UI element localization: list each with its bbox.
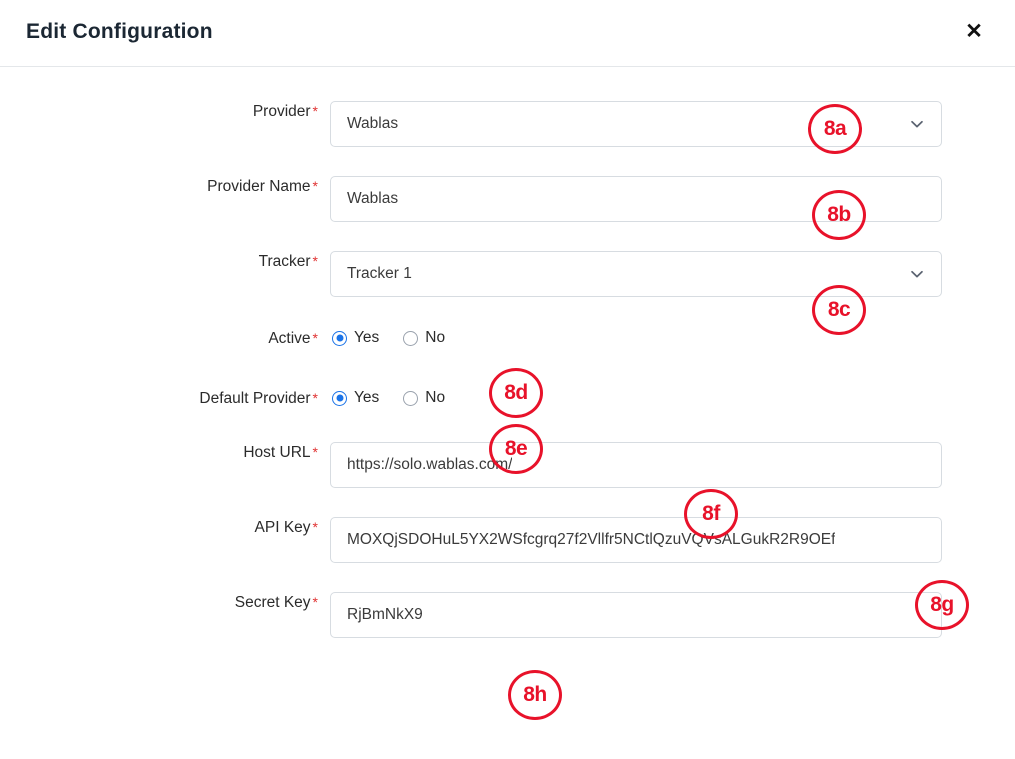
- radio-unselected-icon: [403, 391, 418, 406]
- label-active: Active *: [268, 330, 318, 347]
- default-provider-radio-no[interactable]: [403, 389, 445, 407]
- provider-name-value: Wablas: [347, 190, 399, 207]
- provider-select-value: Wablas: [347, 115, 399, 132]
- radio-unselected-icon: [403, 331, 418, 346]
- label-secret-key: Secret Key *: [234, 594, 318, 611]
- form-row-active: [0, 323, 1015, 354]
- tracker-select-value: Tracker 1: [347, 265, 412, 282]
- field-wrap-api-key: [330, 517, 942, 563]
- label-api-key: API Key *: [254, 519, 318, 536]
- annotation-8g: 8g: [915, 580, 969, 630]
- active-radio-no[interactable]: [403, 329, 445, 347]
- annotation-8a: 8a: [808, 104, 862, 154]
- label-host-url: Host URL *: [243, 444, 318, 461]
- default-provider-radio-yes-label: Yes: [354, 389, 380, 406]
- annotation-8c: 8c: [812, 285, 866, 335]
- secret-key-value: RjBmNkX9: [347, 606, 423, 623]
- default-provider-radio-no-label: No: [425, 389, 446, 406]
- default-provider-radio-yes[interactable]: [332, 389, 379, 407]
- host-url-value: https://solo.wablas.com/: [347, 456, 513, 473]
- annotation-8e: 8e: [489, 424, 543, 474]
- active-radio-no-label: No: [425, 329, 446, 346]
- field-wrap-default-provider: [330, 383, 942, 413]
- api-key-input[interactable]: [330, 517, 942, 563]
- api-key-value: MOXQjSDOHuL5YX2WSfcgrq27f2Vllfr5NCtlQzuVQVsALGukR2R9OEf: [347, 531, 836, 548]
- active-radio-yes[interactable]: [332, 329, 379, 347]
- configuration-form: [0, 67, 1015, 638]
- form-row-provider: [0, 101, 1015, 147]
- host-url-input[interactable]: [330, 442, 942, 488]
- chevron-down-icon: [908, 251, 926, 297]
- annotation-8d: 8d: [489, 368, 543, 418]
- radio-selected-icon: [332, 331, 347, 346]
- label-tracker: Tracker *: [258, 253, 318, 270]
- active-radio-yes-label: Yes: [354, 329, 380, 346]
- radio-selected-icon: [332, 391, 347, 406]
- label-provider: Provider *: [252, 103, 318, 120]
- label-provider-name: Provider Name *: [207, 178, 318, 195]
- form-row-secret-key: [0, 592, 1015, 638]
- close-icon[interactable]: ✕: [965, 19, 983, 43]
- dialog-header: [0, 0, 1015, 67]
- label-default-provider: Default Provider *: [199, 390, 318, 407]
- secret-key-input[interactable]: [330, 592, 942, 638]
- form-row-api-key: [0, 517, 1015, 563]
- page-title: Edit Configuration: [26, 20, 213, 43]
- default-provider-radio-group: [330, 383, 942, 413]
- form-row-tracker: [0, 251, 1015, 297]
- annotation-8f: 8f: [684, 489, 738, 539]
- field-wrap-secret-key: [330, 592, 942, 638]
- annotation-8b: 8b: [812, 190, 866, 240]
- field-wrap-host-url: [330, 442, 942, 488]
- chevron-down-icon: [908, 101, 926, 147]
- annotation-8h: 8h: [508, 670, 562, 720]
